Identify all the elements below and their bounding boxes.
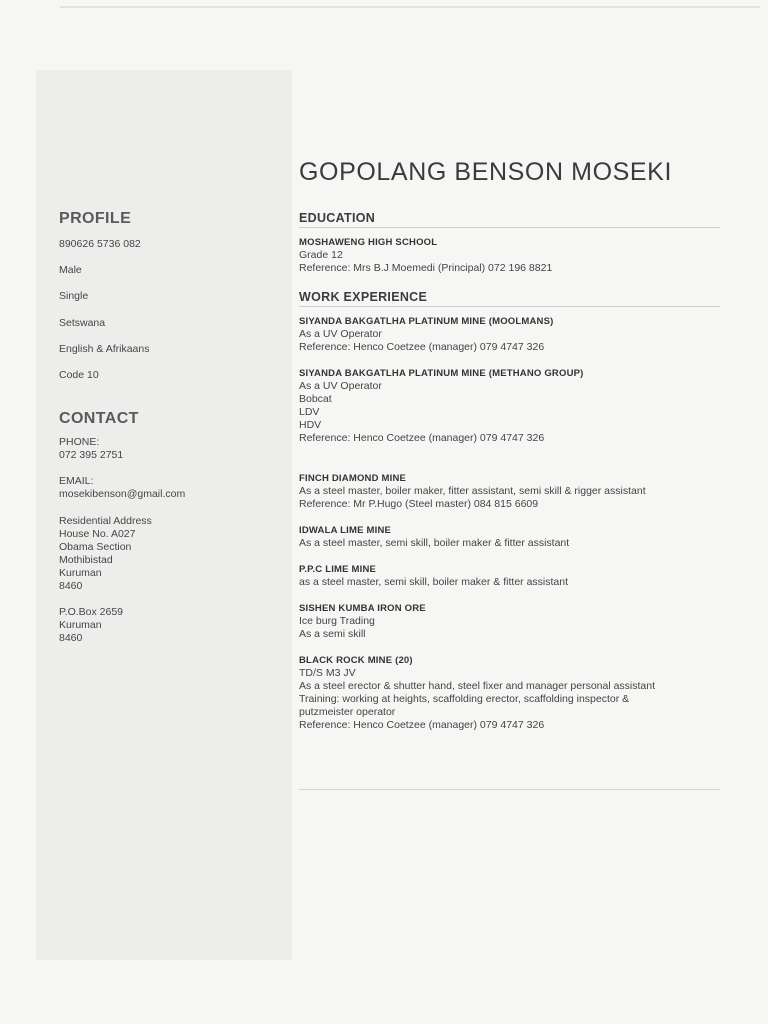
entry-line: As a semi skill	[299, 628, 366, 640]
entry-line: HDV	[299, 419, 322, 431]
entry-line: Reference: Henco Coetzee (manager) 079 4747 326	[299, 432, 545, 444]
profile-languages: English & Afrikaans	[59, 343, 150, 355]
work-entry	[299, 524, 720, 550]
email-label: EMAIL:	[59, 475, 94, 487]
contact-heading: CONTACT	[59, 410, 139, 427]
profile-gender: Male	[59, 264, 82, 276]
entry-line: TD/S M3 JV	[299, 667, 356, 679]
entry-title: SISHEN KUMBA IRON ORE	[299, 603, 426, 614]
entry-line: As a UV Operator	[299, 380, 382, 392]
profile-heading: PROFILE	[59, 210, 132, 227]
entry-title: MOSHAWENG HIGH SCHOOL	[299, 237, 438, 248]
work-entry	[299, 654, 720, 732]
education-entry	[299, 236, 720, 275]
address-line: Mothibistad	[59, 554, 113, 566]
entry-line: Training: working at heights, scaffolding erector, scaffolding inspector &	[299, 693, 630, 705]
entry-title: P.P.C LIME MINE	[299, 564, 377, 575]
address-line: House No. A027	[59, 528, 136, 540]
work-entry	[299, 367, 720, 445]
postal-line: Kuruman	[59, 619, 102, 631]
entry-line: LDV	[299, 406, 320, 418]
entry-line: As a steel master, boiler maker, fitter assistant, semi skill & rigger assistant	[299, 485, 646, 497]
candidate-name: GOPOLANG BENSON MOSEKI	[299, 157, 673, 186]
profile-license: Code 10	[59, 369, 99, 381]
entry-line: As a steel erector & shutter hand, steel fixer and manager personal assistant	[299, 680, 656, 692]
entry-line: Reference: Mrs B.J Moemedi (Principal) 072 196 8821	[299, 262, 553, 274]
entry-line: putzmeister operator	[299, 706, 396, 718]
entry-line: As a UV Operator	[299, 328, 382, 340]
entry-line: Grade 12	[299, 249, 343, 261]
entry-title: SIYANDA BAKGATLHA PLATINUM MINE (MOOLMANS)	[299, 316, 554, 327]
work-entry	[299, 602, 720, 641]
postal-line: P.O.Box 2659	[59, 606, 124, 618]
address-line: 8460	[59, 580, 83, 592]
entry-line: Reference: Henco Coetzee (manager) 079 4747 326	[299, 341, 545, 353]
education-heading: EDUCATION	[299, 211, 720, 228]
profile-home-language: Setswana	[59, 317, 106, 329]
email-address[interactable]: mosekibenson@gmail.com	[59, 488, 186, 500]
entry-line: Reference: Henco Coetzee (manager) 079 4747 326	[299, 719, 545, 731]
profile-marital-status: Single	[59, 290, 89, 302]
work-entry	[299, 315, 720, 354]
entry-title: SIYANDA BAKGATLHA PLATINUM MINE (METHANO GROUP)	[299, 368, 584, 379]
work-entry	[299, 563, 720, 589]
work-experience-heading: WORK EXPERIENCE	[299, 290, 720, 307]
phone-number: 072 395 2751	[59, 449, 124, 461]
section-divider	[299, 789, 720, 790]
entry-line: as a steel master, semi skill, boiler maker & fitter assistant	[299, 576, 569, 588]
postal-line: 8460	[59, 632, 83, 644]
entry-line: Bobcat	[299, 393, 332, 405]
entry-line: Reference: Mr P.Hugo (Steel master) 084 815 6609	[299, 498, 539, 510]
entry-line: As a steel master, semi skill, boiler maker & fitter assistant	[299, 537, 570, 549]
entry-title: IDWALA LIME MINE	[299, 525, 392, 536]
top-edge-rule	[60, 6, 760, 8]
work-entry	[299, 472, 720, 511]
phone-label: PHONE:	[59, 436, 100, 448]
address-line: Kuruman	[59, 567, 102, 579]
entry-title: FINCH DIAMOND MINE	[299, 473, 407, 484]
address-line: Obama Section	[59, 541, 132, 553]
address-line: Residential Address	[59, 515, 152, 527]
profile-id-number: 890626 5736 082	[59, 238, 141, 250]
entry-line: Ice burg Trading	[299, 615, 375, 627]
entry-title: BLACK ROCK MINE (20)	[299, 655, 413, 666]
